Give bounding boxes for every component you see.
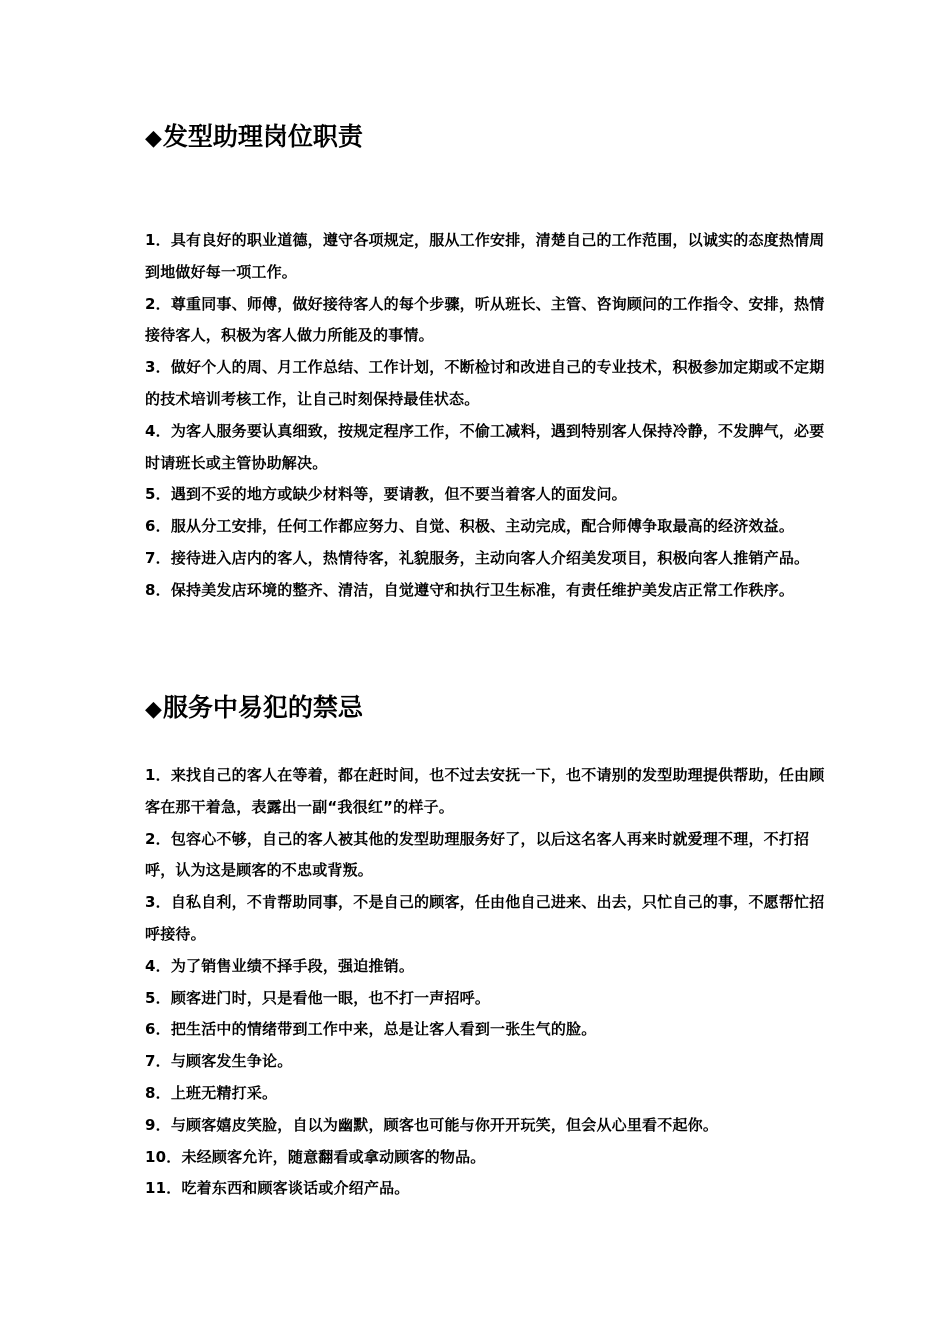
list-item: 1．来找自己的客人在等着，都在赶时间，也不过去安抚一下，也不请别的发型助理提供帮助，任由顾客在那干着急，表露出一副“我很红”的样子。 — [145, 766, 825, 816]
duties-list — [145, 225, 825, 607]
list-item: 10．未经顾客允许，随意翻看或拿动顾客的物品。 — [145, 1147, 486, 1166]
list-item: 7．与顾客发生争论。 — [145, 1052, 293, 1071]
section-title: 服务中易犯的禁忌 — [162, 693, 363, 722]
list-item: 4．为客人服务要认真细致，按规定程序工作，不偷工减料，遇到特别客人保持冷静，不发脾气，必要时请班长或主管协助解决。 — [145, 421, 825, 472]
list-item: 3．自私自利，不肯帮助同事，不是自己的顾客，任由他自己进来、出去，只忙自己的事，不愿帮忙招呼接待。 — [145, 893, 825, 943]
list-item: 7．接待进入店内的客人，热情待客，礼貌服务，主动向客人介绍美发项目，积极向客人推销产品。 — [145, 548, 810, 567]
section-heading-assistant-duties — [145, 120, 363, 156]
list-item: 8．保持美发店环境的整齐、清洁，自觉遵守和执行卫生标准，有责任维护美发店正常工作秩序。 — [145, 580, 795, 599]
list-item: 6．服从分工安排，任何工作都应努力、自觉、积极、主动完成，配合师傅争取最高的经济效益。 — [145, 517, 795, 536]
section-heading-service-taboos — [145, 691, 363, 727]
list-item: 5．顾客进门时，只是看他一眼，也不打一声招呼。 — [145, 988, 491, 1007]
list-item: 6．把生活中的情绪带到工作中来，总是让客人看到一张生气的脸。 — [145, 1020, 597, 1039]
list-item: 11．吃着东西和顾客谈话或介绍产品。 — [145, 1179, 410, 1198]
list-item: 8．上班无精打采。 — [145, 1083, 278, 1102]
diamond-bullet-icon: ◆ — [145, 697, 162, 722]
list-item: 2．包容心不够，自己的客人被其他的发型助理服务好了，以后这名客人再来时就爱理不理，不打招呼，认为这是顾客的不忠或背叛。 — [145, 829, 810, 880]
list-item: 2．尊重同事、师傅，做好接待客人的每个步骤，听从班长、主管、咨询顾问的工作指令、安排，热情接待客人，积极为客人做力所能及的事情。 — [145, 294, 825, 345]
list-item: 1．具有良好的职业道德，遵守各项规定，服从工作安排，清楚自己的工作范围，以诚实的态度热情周到地做好每一项工作。 — [145, 231, 825, 281]
list-item: 3．做好个人的周、月工作总结、工作计划，不断检讨和改进自己的专业技术，积极参加定期或不定期的技术培训考核工作，让自己时刻保持最佳状态。 — [145, 358, 825, 408]
diamond-bullet-icon: ◆ — [145, 126, 162, 151]
list-item: 5．遇到不妥的地方或缺少材料等，要请教，但不要当着客人的面发问。 — [145, 485, 627, 504]
list-item: 4．为了销售业绩不择手段，强迫推销。 — [145, 956, 415, 975]
list-item: 9．与顾客嬉皮笑脸，自以为幽默，顾客也可能与你开开玩笑，但会从心里看不起你。 — [145, 1115, 719, 1134]
taboos-list — [145, 760, 825, 1205]
section-title: 发型助理岗位职责 — [162, 122, 363, 151]
